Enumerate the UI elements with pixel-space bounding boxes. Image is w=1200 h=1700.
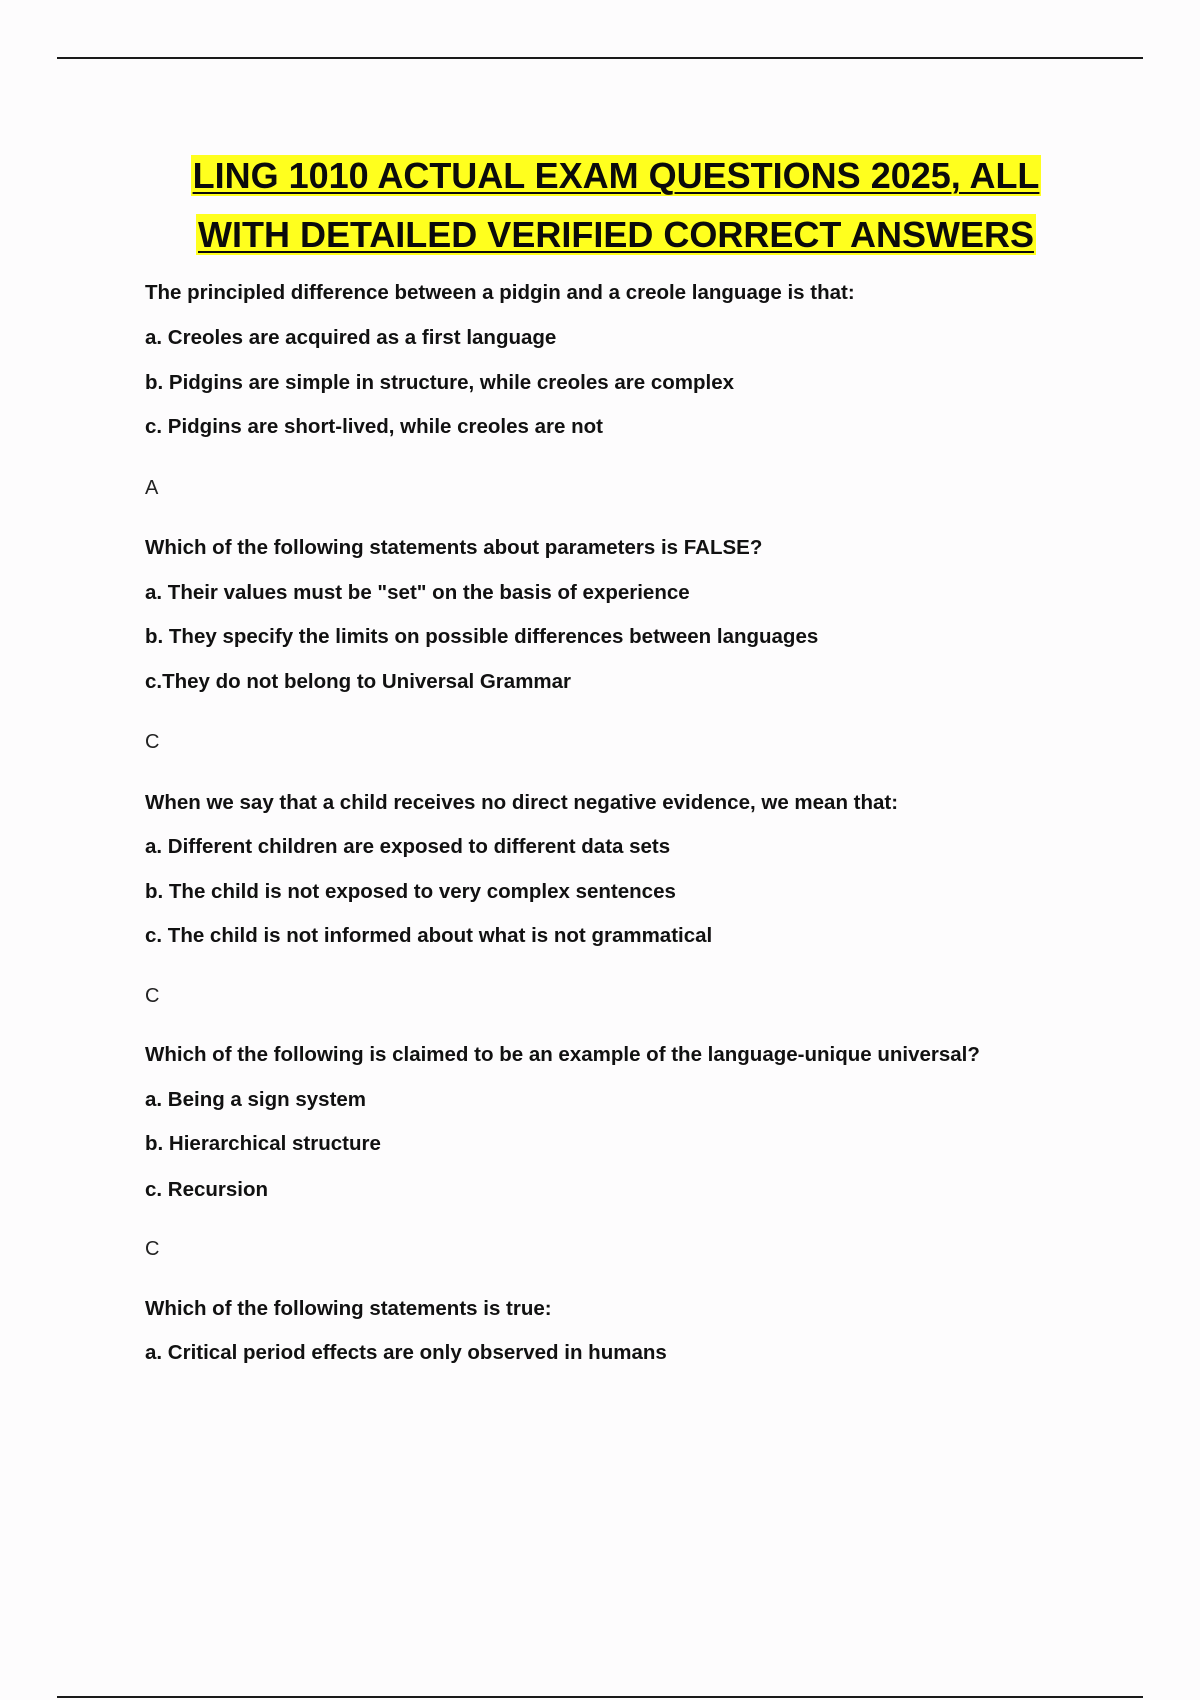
question-1-option-b: b. Pidgins are simple in structure, while creoles are complex — [145, 371, 735, 394]
question-5-option-a: a. Critical period effects are only observed in humans — [145, 1341, 667, 1364]
question-4-option-a: a. Being a sign system — [145, 1088, 367, 1111]
question-3-option-a: a. Different children are exposed to different data sets — [145, 835, 671, 858]
question-5: Which of the following statements is true: — [145, 1297, 552, 1320]
bottom-rule — [57, 1696, 1143, 1698]
question-2: Which of the following statements about parameters is FALSE? — [145, 536, 763, 559]
question-4-option-c: c. Recursion — [145, 1178, 269, 1201]
question-3: When we say that a child receives no direct negative evidence, we mean that: — [145, 791, 899, 814]
question-3-option-c: c. The child is not informed about what is not grammatical — [145, 924, 713, 947]
question-1-answer: A — [145, 477, 159, 499]
question-3-option-b: b. The child is not exposed to very complex sentences — [145, 880, 676, 903]
question-2-option-c: c.They do not belong to Universal Grammar — [145, 670, 572, 693]
question-2-answer: C — [145, 731, 160, 753]
document-title — [0, 146, 1200, 264]
question-1-option-a: a. Creoles are acquired as a first language — [145, 326, 557, 349]
question-3-answer: C — [145, 985, 160, 1007]
question-2-option-a: a. Their values must be "set" on the basis of experience — [145, 581, 690, 604]
question-4-option-b: b. Hierarchical structure — [145, 1132, 381, 1155]
question-4-answer: C — [145, 1238, 160, 1260]
title-line-1: LING 1010 ACTUAL EXAM QUESTIONS 2025, ALL — [192, 155, 1040, 196]
top-rule — [57, 57, 1143, 59]
question-1: The principled difference between a pidgin and a creole language is that: — [145, 281, 855, 304]
question-1-option-c: c. Pidgins are short-lived, while creoles are not — [145, 415, 603, 438]
title-line-2: WITH DETAILED VERIFIED CORRECT ANSWERS — [198, 214, 1034, 255]
question-4: Which of the following is claimed to be an example of the language-unique universal? — [145, 1043, 980, 1066]
question-2-option-b: b. They specify the limits on possible differences between languages — [145, 625, 819, 648]
